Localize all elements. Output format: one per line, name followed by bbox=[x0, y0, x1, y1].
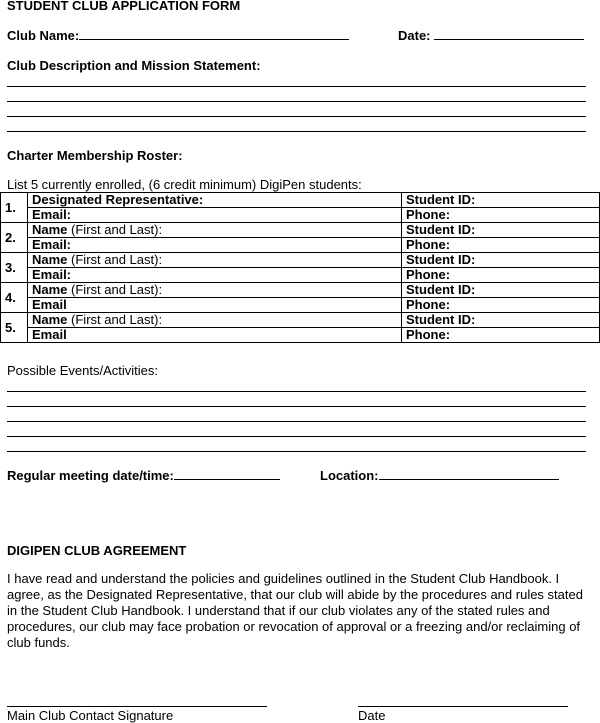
roster-name-label: Name bbox=[32, 312, 68, 327]
roster-name-label: Designated Representative: bbox=[32, 192, 204, 207]
signature-label: Main Club Contact Signature bbox=[7, 708, 174, 723]
signature-date-line[interactable] bbox=[358, 706, 568, 707]
club-name-input-line[interactable] bbox=[79, 28, 349, 40]
roster-instructions: List 5 currently enrolled, (6 credit minimum) DigiPen students: bbox=[7, 177, 362, 192]
agreement-heading: DIGIPEN CLUB AGREEMENT bbox=[7, 543, 187, 558]
roster-row-number: 4. bbox=[1, 283, 28, 313]
roster-name-hint: (First and Last): bbox=[67, 252, 163, 267]
description-line-3[interactable] bbox=[7, 116, 586, 117]
roster-email-label: Email: bbox=[32, 237, 72, 252]
roster-phone-label: Phone: bbox=[406, 297, 451, 312]
roster-row-contact bbox=[1, 328, 600, 343]
roster-name-cell[interactable] bbox=[28, 253, 402, 268]
description-line-2[interactable] bbox=[7, 101, 586, 102]
roster-email-cell[interactable] bbox=[28, 328, 402, 343]
roster-row bbox=[1, 283, 600, 298]
roster-row-number: 5. bbox=[1, 313, 28, 343]
date-field bbox=[398, 28, 584, 43]
roster-phone-label: Phone: bbox=[406, 267, 451, 282]
roster-phone-label: Phone: bbox=[406, 237, 451, 252]
description-line-1[interactable] bbox=[7, 86, 586, 87]
roster-student-id-cell[interactable] bbox=[402, 313, 600, 328]
meeting-label: Regular meeting date/time: bbox=[7, 468, 174, 483]
date-label: Date: bbox=[398, 28, 431, 43]
roster-phone-cell[interactable] bbox=[402, 268, 600, 283]
agreement-text: I have read and understand the policies and guidelines outlined in the Student Club Handbook. I agree, as the Designated Representative, that our club will abide by the procedures and rules stated in the Student Club Handbook. I understand that if our club violates any of the stated rules and procedures, our club may face probation or revocation of approval or a freezing and/or reclaiming of club funds. bbox=[7, 571, 583, 650]
roster-row bbox=[1, 253, 600, 268]
roster-phone-cell[interactable] bbox=[402, 238, 600, 253]
events-line-3[interactable] bbox=[7, 421, 586, 422]
roster-row-contact bbox=[1, 298, 600, 313]
roster-name-hint: (First and Last): bbox=[67, 312, 163, 327]
roster-email-label: Email: bbox=[32, 207, 72, 222]
roster-student-id-cell[interactable] bbox=[402, 283, 600, 298]
roster-student-id-label: Student ID: bbox=[406, 252, 476, 267]
roster-phone-label: Phone: bbox=[406, 327, 451, 342]
roster-name-hint: (First and Last): bbox=[67, 282, 163, 297]
meeting-input-line[interactable] bbox=[174, 468, 280, 480]
roster-row-number: 1. bbox=[1, 193, 28, 223]
roster-phone-label: Phone: bbox=[406, 207, 451, 222]
events-label: Possible Events/Activities: bbox=[7, 363, 159, 378]
roster-row bbox=[1, 193, 600, 208]
roster-phone-cell[interactable] bbox=[402, 298, 600, 313]
roster-name-label: Name bbox=[32, 222, 68, 237]
location-input-line[interactable] bbox=[379, 468, 559, 480]
roster-email-cell[interactable] bbox=[28, 268, 402, 283]
club-name-field bbox=[7, 28, 349, 43]
events-line-4[interactable] bbox=[7, 436, 586, 437]
roster-email-cell[interactable] bbox=[28, 298, 402, 313]
roster-row-contact bbox=[1, 268, 600, 283]
roster-row-number: 2. bbox=[1, 223, 28, 253]
events-line-5[interactable] bbox=[7, 451, 586, 452]
roster-student-id-label: Student ID: bbox=[406, 222, 476, 237]
roster-name-hint: (First and Last): bbox=[67, 222, 163, 237]
roster-name-label: Name bbox=[32, 252, 68, 267]
signature-line[interactable] bbox=[7, 706, 267, 707]
form-title: STUDENT CLUB APPLICATION FORM bbox=[7, 0, 241, 13]
roster-student-id-label: Student ID: bbox=[406, 312, 476, 327]
roster-row-number: 3. bbox=[1, 253, 28, 283]
roster-heading: Charter Membership Roster: bbox=[7, 148, 183, 163]
roster-email-cell[interactable] bbox=[28, 208, 402, 223]
club-name-label: Club Name: bbox=[7, 28, 80, 43]
roster-email-cell[interactable] bbox=[28, 238, 402, 253]
roster-student-id-cell[interactable] bbox=[402, 223, 600, 238]
roster-student-id-cell[interactable] bbox=[402, 253, 600, 268]
date-input-line[interactable] bbox=[434, 28, 584, 40]
roster-row bbox=[1, 313, 600, 328]
roster-name-label: Name bbox=[32, 282, 68, 297]
roster-table bbox=[0, 192, 600, 343]
location-label: Location: bbox=[320, 468, 379, 483]
roster-email-label: Email bbox=[32, 297, 67, 312]
roster-name-cell[interactable] bbox=[28, 283, 402, 298]
location-field bbox=[320, 468, 559, 483]
events-line-1[interactable] bbox=[7, 391, 586, 392]
description-label: Club Description and Mission Statement: bbox=[7, 58, 261, 73]
meeting-field bbox=[7, 468, 280, 483]
roster-student-id-label: Student ID: bbox=[406, 192, 476, 207]
roster-phone-cell[interactable] bbox=[402, 328, 600, 343]
roster-phone-cell[interactable] bbox=[402, 208, 600, 223]
roster-student-id-label: Student ID: bbox=[406, 282, 476, 297]
roster-name-cell[interactable] bbox=[28, 193, 402, 208]
roster-name-cell[interactable] bbox=[28, 223, 402, 238]
roster-email-label: Email bbox=[32, 327, 67, 342]
roster-row bbox=[1, 223, 600, 238]
roster-student-id-cell[interactable] bbox=[402, 193, 600, 208]
events-line-2[interactable] bbox=[7, 406, 586, 407]
roster-row-contact bbox=[1, 208, 600, 223]
signature-date-label: Date bbox=[358, 708, 386, 723]
roster-email-label: Email: bbox=[32, 267, 72, 282]
description-line-4[interactable] bbox=[7, 131, 586, 132]
roster-row-contact bbox=[1, 238, 600, 253]
roster-name-cell[interactable] bbox=[28, 313, 402, 328]
